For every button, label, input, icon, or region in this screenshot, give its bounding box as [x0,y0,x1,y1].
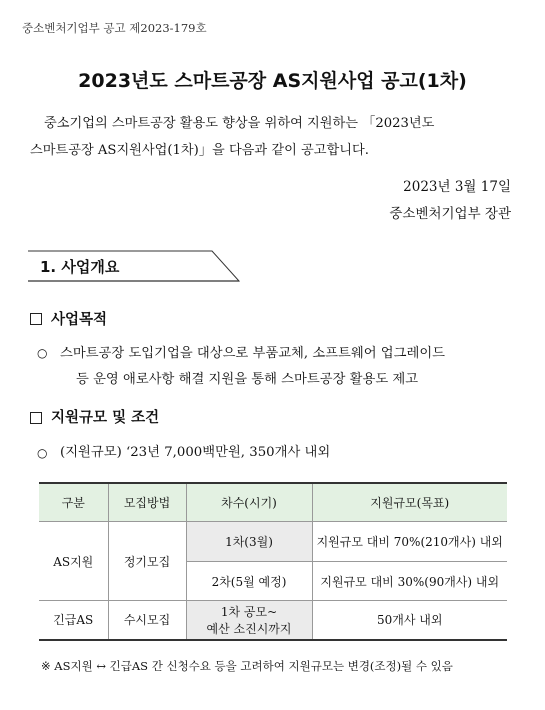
scale-cell: 지원규모 대비 30%(90개사) 내외 [312,562,507,601]
round-cell: 2차(5월 예정) [186,562,312,601]
category-urgent: 긴급AS [39,601,108,640]
notice-number: 중소벤처기업부 공고 제2023-179호 [22,21,207,35]
intro-line-1: 중소기업의 스마트공장 활용도 향상을 위하여 지원하는 「2023년도 [44,116,435,131]
round-urgent-line-2: 예산 소진시까지 [206,621,292,636]
table-row [39,601,507,640]
scale-text: (지원규모) ‘23년 7,000백만원, 350개사 내외 [60,445,331,460]
round-cell-urgent [186,601,312,640]
circle-bullet-icon: ○ [37,346,48,360]
round-cell: 1차(3월) [186,522,312,562]
col-header-method: 모집방법 [108,483,186,522]
category-as: AS지원 [39,522,108,601]
circle-bullet-icon: ○ [37,446,48,460]
intro-paragraph [30,110,514,164]
col-header-category: 구분 [39,483,108,522]
announcement-date: 2023년 3월 17일 [403,179,511,195]
support-scale-table [39,482,507,641]
footnote: ※ AS지원 ↔ 긴급AS 간 신청수요 등을 고려하여 지원규모는 변경(조정)될 수 있음 [41,659,453,673]
document-title: 2023년도 스마트공장 AS지원사업 공고(1차) [78,70,467,92]
table-row [39,522,507,562]
section-1-title: 1. 사업개요 [40,258,120,276]
intro-line-2: 스마트공장 AS지원사업(1차)」을 다음과 같이 공고합니다. [30,143,369,158]
checkbox-square-icon [30,412,42,424]
minister-signature: 중소벤처기업부 장관 [389,206,511,222]
scale-cell-urgent: 50개사 내외 [312,601,507,640]
scale-cell: 지원규모 대비 70%(210개사) 내외 [312,522,507,562]
purpose-line-2: 등 운영 애로사항 해결 지원을 통해 스마트공장 활용도 제고 [76,372,419,387]
purpose-line-1: 스마트공장 도입기업을 대상으로 부품교체, 소프트웨어 업그레이드 [60,346,446,361]
method-regular: 정기모집 [108,522,186,601]
round-urgent-line-1: 1차 공모~ [220,604,278,619]
checkbox-square-icon [30,313,42,325]
method-rolling: 수시모집 [108,601,186,640]
scale-heading: 지원규모 및 조건 [51,410,160,426]
table-header-row [39,483,507,522]
col-header-scale: 지원규모(목표) [312,483,507,522]
purpose-heading: 사업목적 [51,312,108,328]
col-header-round: 차수(시기) [186,483,312,522]
